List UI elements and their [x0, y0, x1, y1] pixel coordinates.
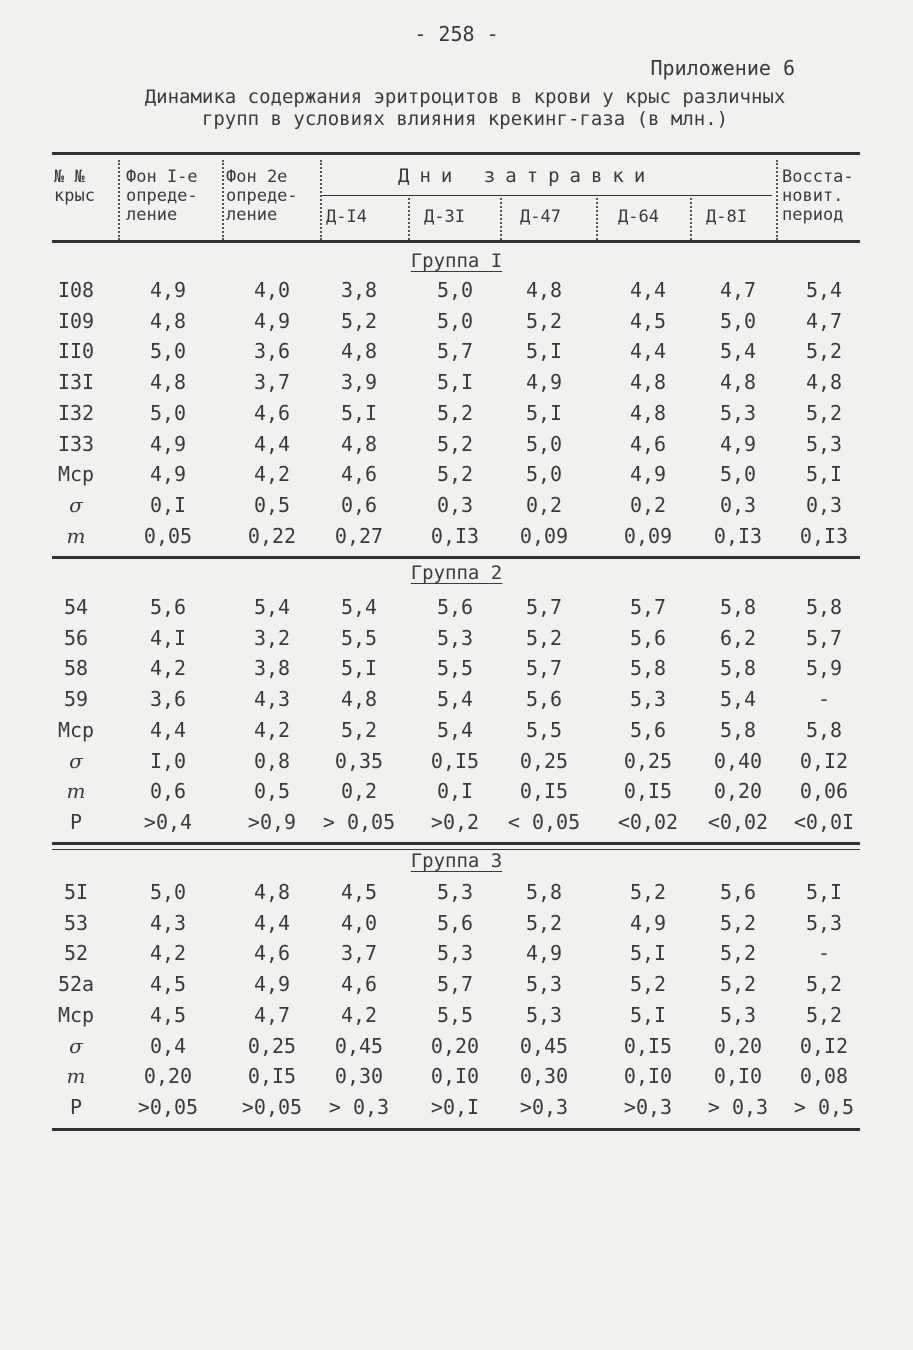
table-cell: 5,8: [805, 717, 843, 742]
table-cell: -: [817, 941, 831, 966]
table-cell: 5,6: [719, 880, 757, 904]
table-cell: 5,4: [340, 595, 378, 619]
table-cell: 0,I5: [623, 1033, 673, 1058]
table-cell: 0,2: [340, 779, 378, 804]
table-row: [0, 877, 913, 907]
group-3-title: Группа 3: [410, 850, 503, 872]
table-cell: 4,6: [253, 400, 291, 425]
table-cell: 4,6: [253, 941, 291, 966]
appendix-label: Приложение 6: [650, 56, 795, 80]
table-cell: 5,3: [805, 910, 843, 935]
table-cell: 4,7: [805, 308, 843, 333]
table-cell: 0,2: [525, 492, 563, 517]
table-cell: 5,6: [436, 595, 474, 619]
table-cell: 0,20: [143, 1064, 193, 1089]
table-row: [0, 715, 913, 745]
table-cell: 0,I0: [430, 1064, 480, 1089]
row-label: I3I: [57, 370, 95, 395]
table-cell: 5,8: [525, 880, 563, 904]
table-row: [0, 1061, 913, 1091]
table-row: [0, 336, 913, 366]
row-label: 53: [63, 910, 89, 935]
table-cell: 0,I0: [623, 1064, 673, 1089]
row-label: Мср: [57, 462, 95, 487]
table-row: [0, 908, 913, 938]
table-cell: 5,3: [525, 1002, 563, 1027]
table-cell: 5,2: [719, 972, 757, 997]
table-cell: 5,I: [805, 462, 843, 487]
table-cell: 0,I3: [430, 523, 480, 548]
header-rat-number: № № крыс: [54, 167, 95, 206]
table-cell: 5,2: [436, 431, 474, 456]
table-cell: 0,08: [799, 1064, 849, 1089]
header-day-47: Д-47: [520, 207, 561, 227]
table-cell: 5,6: [436, 910, 474, 935]
header-baseline-2: Фон 2е опреде- ление: [226, 167, 298, 225]
table-cell: 5,2: [805, 339, 843, 364]
table-cell: 4,4: [149, 717, 187, 742]
table-cell: 4,8: [629, 370, 667, 395]
table-cell: 3,7: [340, 941, 378, 966]
table-cell: 4,9: [629, 910, 667, 935]
table-row: [0, 969, 913, 999]
table-cell: 0,45: [334, 1033, 384, 1058]
table-cell: 5,2: [629, 972, 667, 997]
row-label: m: [66, 1064, 86, 1089]
header-day-14: Д-I4: [326, 207, 367, 227]
table-cell: 4,4: [629, 278, 667, 302]
table-row: [0, 306, 913, 336]
table-row: [0, 623, 913, 653]
table-cell: 4,9: [253, 308, 291, 333]
table-cell: 5,2: [805, 1002, 843, 1027]
table-cell: 0,I: [436, 779, 474, 804]
table-cell: 4,2: [149, 941, 187, 966]
table-cell: 5,0: [525, 431, 563, 456]
table-row: [0, 653, 913, 683]
table-cell: 5,5: [340, 625, 378, 650]
table-cell: 4,6: [629, 431, 667, 456]
table-cell: 5,7: [525, 656, 563, 681]
table-cell: 4,3: [253, 687, 291, 712]
header-divider: [320, 160, 322, 240]
header-divider: [776, 160, 778, 240]
table-cell: 5,2: [340, 308, 378, 333]
table-cell: >0,4: [143, 809, 193, 834]
table-cell: 5,4: [719, 687, 757, 712]
header-divider: [118, 160, 120, 240]
table-cell: 5,0: [436, 308, 474, 333]
table-cell: 4,4: [253, 910, 291, 935]
table-cell: 5,0: [149, 880, 187, 904]
table-cell: 4,8: [525, 278, 563, 302]
table-cell: 5,I: [436, 370, 474, 395]
table-cell: 4,9: [149, 431, 187, 456]
row-label: 59: [63, 687, 89, 712]
days-subheader-rule: [322, 195, 772, 196]
table-cell: 0,45: [519, 1033, 569, 1058]
group-2-bottom-rule-a: [52, 842, 860, 845]
table-cell: > 0,05: [322, 809, 396, 834]
table-cell: 5,2: [719, 941, 757, 966]
table-cell: 0,I5: [430, 748, 480, 773]
table-cell: 0,8: [253, 748, 291, 773]
table-cell: 5,4: [436, 687, 474, 712]
table-cell: 4,2: [253, 462, 291, 487]
table-cell: 5,8: [719, 717, 757, 742]
table-cell: 4,I: [149, 625, 187, 650]
group-1-bottom-rule: [52, 556, 860, 559]
table-cell: > 0,3: [707, 1094, 769, 1119]
header-day-31: Д-3I: [424, 207, 465, 227]
table-cell: 0,3: [805, 492, 843, 517]
row-label: σ: [69, 1033, 83, 1058]
table-cell: 5,4: [436, 717, 474, 742]
table-row: [0, 1092, 913, 1122]
row-label: II0: [57, 339, 95, 364]
table-cell: -: [817, 687, 831, 712]
table-cell: 6,2: [719, 625, 757, 650]
table-cell: 5,2: [805, 972, 843, 997]
table-cell: 3,2: [253, 625, 291, 650]
header-divider: [500, 198, 502, 240]
table-row: [0, 746, 913, 776]
table-cell: 3,6: [149, 687, 187, 712]
row-label: I32: [57, 400, 95, 425]
table-cell: 5,7: [629, 595, 667, 619]
table-cell: 0,I2: [799, 748, 849, 773]
table-row: [0, 490, 913, 520]
table-cell: 5,7: [805, 625, 843, 650]
table-cell: 5,3: [436, 625, 474, 650]
table-cell: 5,0: [525, 462, 563, 487]
table-row: [0, 367, 913, 397]
table-cell: 5,0: [719, 462, 757, 487]
table-cell: 3,8: [253, 656, 291, 681]
table-cell: 4,6: [340, 462, 378, 487]
table-cell: >0,I: [430, 1094, 480, 1119]
table-cell: 4,2: [340, 1002, 378, 1027]
row-label: I08: [57, 278, 95, 302]
table-cell: 0,06: [799, 779, 849, 804]
table-cell: 3,8: [340, 278, 378, 302]
row-label: 58: [63, 656, 89, 681]
row-label: 52: [63, 941, 89, 966]
table-cell: 5,8: [629, 656, 667, 681]
table-cell: 0,35: [334, 748, 384, 773]
table-cell: >0,9: [247, 809, 297, 834]
table-cell: 4,8: [340, 431, 378, 456]
table-cell: 3,7: [253, 370, 291, 395]
table-cell: 5,2: [805, 400, 843, 425]
table-cell: 5,3: [719, 1002, 757, 1027]
table-cell: >0,05: [137, 1094, 199, 1119]
page-number: - 258 -: [414, 22, 499, 46]
table-cell: 4,9: [525, 370, 563, 395]
table-cell: 5,3: [436, 880, 474, 904]
table-cell: >0,3: [623, 1094, 673, 1119]
table-cell: 0,05: [143, 523, 193, 548]
table-cell: 5,I: [340, 656, 378, 681]
table-cell: 4,5: [149, 1002, 187, 1027]
table-top-rule: [52, 152, 860, 155]
table-cell: 5,2: [719, 910, 757, 935]
table-cell: 4,8: [149, 308, 187, 333]
table-cell: >0,05: [241, 1094, 303, 1119]
row-label: 54: [63, 595, 89, 619]
table-cell: 5,2: [340, 717, 378, 742]
table-cell: 3,6: [253, 339, 291, 364]
table-cell: 5,6: [629, 625, 667, 650]
header-recovery-period: Восста- новит. период: [782, 167, 854, 225]
table-cell: 0,6: [149, 779, 187, 804]
table-cell: 0,25: [623, 748, 673, 773]
table-cell: 5,2: [436, 400, 474, 425]
header-day-64: Д-64: [618, 207, 659, 227]
table-cell: 4,8: [805, 370, 843, 395]
table-cell: 0,3: [436, 492, 474, 517]
header-bottom-rule: [52, 240, 860, 243]
table-cell: 5,4: [805, 278, 843, 302]
table-cell: 4,4: [629, 339, 667, 364]
table-cell: 0,40: [713, 748, 763, 773]
table-cell: 5,I: [525, 400, 563, 425]
table-cell: 0,4: [149, 1033, 187, 1058]
table-cell: 0,30: [519, 1064, 569, 1089]
header-exposure-days: Дни затравки: [398, 165, 656, 187]
table-cell: < 0,05: [507, 809, 581, 834]
table-cell: 0,27: [334, 523, 384, 548]
table-cell: 5,2: [629, 880, 667, 904]
table-cell: 5,2: [436, 462, 474, 487]
table-cell: <0,02: [617, 809, 679, 834]
table-cell: 4,3: [149, 910, 187, 935]
table-cell: 5,7: [525, 595, 563, 619]
table-cell: 4,8: [340, 687, 378, 712]
table-cell: 4,6: [340, 972, 378, 997]
table-cell: 5,0: [149, 400, 187, 425]
table-cell: 4,8: [149, 370, 187, 395]
table-cell: 4,9: [629, 462, 667, 487]
header-day-81: Д-8I: [706, 207, 747, 227]
table-cell: 0,I5: [519, 779, 569, 804]
table-cell: 0,20: [430, 1033, 480, 1058]
table-cell: 4,4: [253, 431, 291, 456]
row-label: I33: [57, 431, 95, 456]
row-label: 5I: [63, 880, 89, 904]
table-row: [0, 429, 913, 459]
table-bottom-rule: [52, 1128, 860, 1131]
table-row: [0, 275, 913, 305]
table-cell: 4,9: [525, 941, 563, 966]
table-cell: 5,5: [525, 717, 563, 742]
table-row: [0, 398, 913, 428]
table-cell: 5,8: [719, 595, 757, 619]
table-cell: 5,3: [719, 400, 757, 425]
row-label: 52а: [57, 972, 95, 997]
table-cell: 3,9: [340, 370, 378, 395]
table-cell: 5,8: [805, 595, 843, 619]
table-row: [0, 776, 913, 806]
table-cell: 4,8: [629, 400, 667, 425]
table-cell: 4,8: [340, 339, 378, 364]
table-cell: 4,0: [253, 278, 291, 302]
table-cell: 4,8: [719, 370, 757, 395]
table-row: [0, 1000, 913, 1030]
table-cell: <0,02: [707, 809, 769, 834]
table-cell: 0,22: [247, 523, 297, 548]
row-label: m: [66, 779, 86, 804]
header-divider: [408, 198, 410, 240]
table-cell: 5,9: [805, 656, 843, 681]
table-cell: 0,20: [713, 779, 763, 804]
header-divider: [596, 198, 598, 240]
table-cell: 5,I: [525, 339, 563, 364]
table-cell: 5,3: [436, 941, 474, 966]
table-cell: 4,7: [253, 1002, 291, 1027]
table-cell: 4,7: [719, 278, 757, 302]
table-cell: 0,30: [334, 1064, 384, 1089]
table-cell: 5,5: [436, 656, 474, 681]
header-divider: [690, 198, 692, 240]
table-cell: 5,6: [525, 687, 563, 712]
table-cell: 4,9: [253, 972, 291, 997]
table-cell: 5,6: [629, 717, 667, 742]
table-cell: 0,5: [253, 779, 291, 804]
table-cell: 0,3: [719, 492, 757, 517]
table-cell: 5,2: [525, 910, 563, 935]
table-cell: 5,I: [629, 1002, 667, 1027]
group-1-title: Группа I: [410, 250, 503, 272]
table-cell: 5,6: [149, 595, 187, 619]
table-cell: >0,3: [519, 1094, 569, 1119]
table-cell: 0,I3: [799, 523, 849, 548]
table-row: [0, 684, 913, 714]
table-cell: 0,20: [713, 1033, 763, 1058]
table-cell: 0,I2: [799, 1033, 849, 1058]
table-cell: 4,5: [340, 880, 378, 904]
table-cell: I,0: [149, 748, 187, 773]
title-line-1: Динамика содержания эритроцитов в крови у крыс различных: [144, 86, 786, 108]
table-cell: >0,2: [430, 809, 480, 834]
table-row: [0, 592, 913, 622]
row-label: m: [66, 523, 86, 548]
table-cell: 5,4: [719, 339, 757, 364]
title-line-2: групп в условиях влияния крекинг-газа (в млн.): [201, 108, 729, 130]
table-cell: 5,5: [436, 1002, 474, 1027]
row-label: 56: [63, 625, 89, 650]
row-label: σ: [69, 492, 83, 517]
table-cell: 4,8: [253, 880, 291, 904]
table-row: [0, 1031, 913, 1061]
table-cell: 5,7: [436, 972, 474, 997]
table-cell: 4,9: [149, 278, 187, 302]
table-row: [0, 521, 913, 551]
table-cell: 0,6: [340, 492, 378, 517]
table-cell: 4,5: [629, 308, 667, 333]
row-label: Мср: [57, 717, 95, 742]
table-cell: 5,4: [253, 595, 291, 619]
table-cell: 0,5: [253, 492, 291, 517]
table-cell: 5,I: [805, 880, 843, 904]
header-divider: [222, 160, 224, 240]
table-cell: 5,7: [436, 339, 474, 364]
table-cell: 0,I0: [713, 1064, 763, 1089]
group-2-title: Группа 2: [410, 562, 503, 584]
table-cell: 0,09: [519, 523, 569, 548]
table-cell: 4,5: [149, 972, 187, 997]
table-cell: 5,3: [525, 972, 563, 997]
table-cell: 5,3: [629, 687, 667, 712]
header-baseline-1: Фон I-е опреде- ление: [126, 167, 198, 225]
table-cell: 4,0: [340, 910, 378, 935]
table-cell: 0,25: [247, 1033, 297, 1058]
table-cell: 5,2: [525, 308, 563, 333]
row-label: Мср: [57, 1002, 95, 1027]
table-cell: 5,0: [149, 339, 187, 364]
table-cell: 5,0: [436, 278, 474, 302]
table-row: [0, 807, 913, 837]
table-row: [0, 938, 913, 968]
table-cell: 5,I: [340, 400, 378, 425]
table-cell: > 0,5: [793, 1094, 855, 1119]
row-label: P: [69, 809, 83, 834]
table-cell: 0,I5: [247, 1064, 297, 1089]
table-cell: 0,09: [623, 523, 673, 548]
table-cell: 5,2: [525, 625, 563, 650]
table-cell: > 0,3: [328, 1094, 390, 1119]
table-cell: 5,0: [719, 308, 757, 333]
table-cell: 4,9: [719, 431, 757, 456]
table-cell: 0,I5: [623, 779, 673, 804]
table-cell: 4,9: [149, 462, 187, 487]
table-cell: 5,8: [719, 656, 757, 681]
row-label: σ: [69, 748, 83, 773]
table-cell: 0,25: [519, 748, 569, 773]
table-row: [0, 459, 913, 489]
table-cell: 5,3: [805, 431, 843, 456]
table-cell: 0,2: [629, 492, 667, 517]
table-cell: 4,2: [149, 656, 187, 681]
table-cell: <0,0I: [793, 809, 855, 834]
table-cell: 4,2: [253, 717, 291, 742]
table-title: [100, 86, 830, 130]
table-cell: 0,I: [149, 492, 187, 517]
row-label: I09: [57, 308, 95, 333]
table-cell: 5,I: [629, 941, 667, 966]
row-label: P: [69, 1094, 83, 1119]
table-cell: 0,I3: [713, 523, 763, 548]
